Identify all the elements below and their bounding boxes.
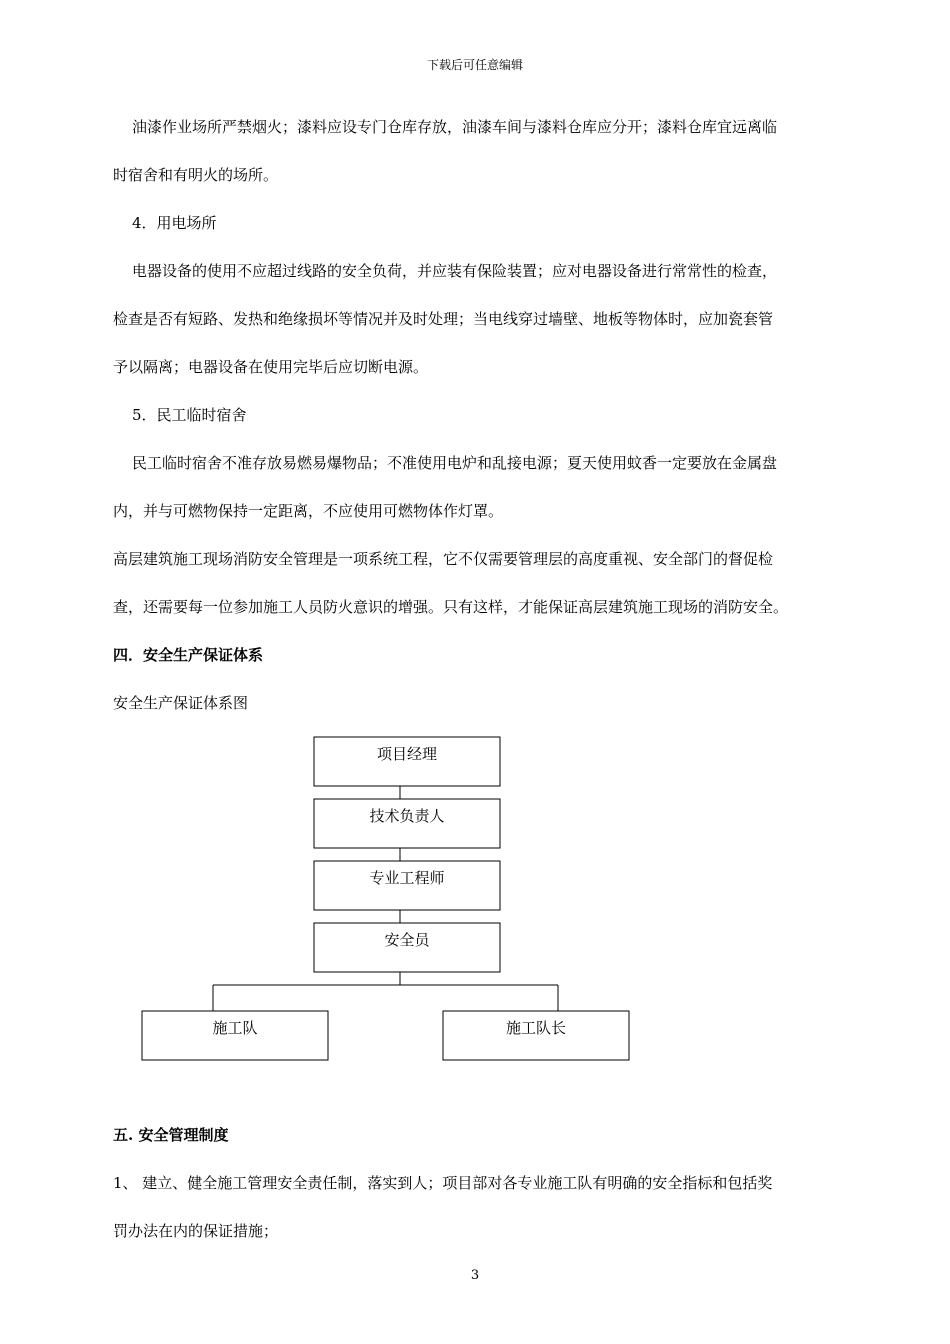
paragraph-line: 民工临时宿舍不准存放易燃易爆物品；不准使用电炉和乱接电源；夏天使用蚊香一定要放在金属盘 bbox=[132, 454, 778, 472]
paragraph-line: 油漆作业场所严禁烟火；漆料应设专门仓库存放，油漆车间与漆料仓库应分开；漆料仓库宜远离临 bbox=[132, 118, 778, 136]
label-team: 施工队 bbox=[212, 1019, 258, 1037]
label-safety-officer: 安全员 bbox=[384, 931, 430, 949]
paragraph-line: 检查是否有短路、发热和绝缘损坏等情况并及时处理；当电线穿过墙壁、地板等物体时，应加瓷套管 bbox=[113, 310, 774, 328]
label-manager: 项目经理 bbox=[376, 745, 438, 763]
subheading-dormitory: 5．民工临时宿舍 bbox=[132, 406, 247, 424]
paragraph-line: 高层建筑施工现场消防安全管理是一项系统工程，它不仅需要管理层的高度重视、安全部门的督促检 bbox=[113, 550, 774, 568]
label-engineer: 专业工程师 bbox=[369, 869, 445, 887]
page-header: 下载后可任意编辑 bbox=[426, 58, 523, 72]
section-heading-4: 四．安全生产保证体系 bbox=[113, 646, 264, 664]
paragraph-line: 予以隔离；电器设备在使用完毕后应切断电源。 bbox=[113, 358, 429, 376]
paragraph-line: 时宿舍和有明火的场所。 bbox=[113, 166, 279, 184]
paragraph-line: 1、 建立、健全施工管理安全责任制，落实到人；项目部对各专业施工队有明确的安全指标和包括奖 bbox=[113, 1174, 773, 1192]
paragraph-line: 查，还需要每一位参加施工人员防火意识的增强。只有这样，才能保证高层建筑施工现场的消防安全。 bbox=[113, 598, 789, 616]
section-heading-5: 五. 安全管理制度 bbox=[113, 1126, 229, 1144]
label-team-leader: 施工队长 bbox=[505, 1019, 567, 1037]
paragraph-line: 电器设备的使用不应超过线路的安全负荷，并应装有保险装置；应对电器设备进行常常性的检查， bbox=[132, 262, 778, 280]
label-tech-lead: 技术负责人 bbox=[369, 807, 445, 825]
paragraph-line: 罚办法在内的保证措施； bbox=[113, 1222, 279, 1240]
chart-caption: 安全生产保证体系图 bbox=[113, 694, 249, 712]
paragraph-line: 内，并与可燃物保持一定距离，不应使用可燃物体作灯罩。 bbox=[113, 502, 504, 520]
subheading-electrical: 4．用电场所 bbox=[132, 214, 217, 232]
page-number: 3 bbox=[470, 1268, 480, 1283]
